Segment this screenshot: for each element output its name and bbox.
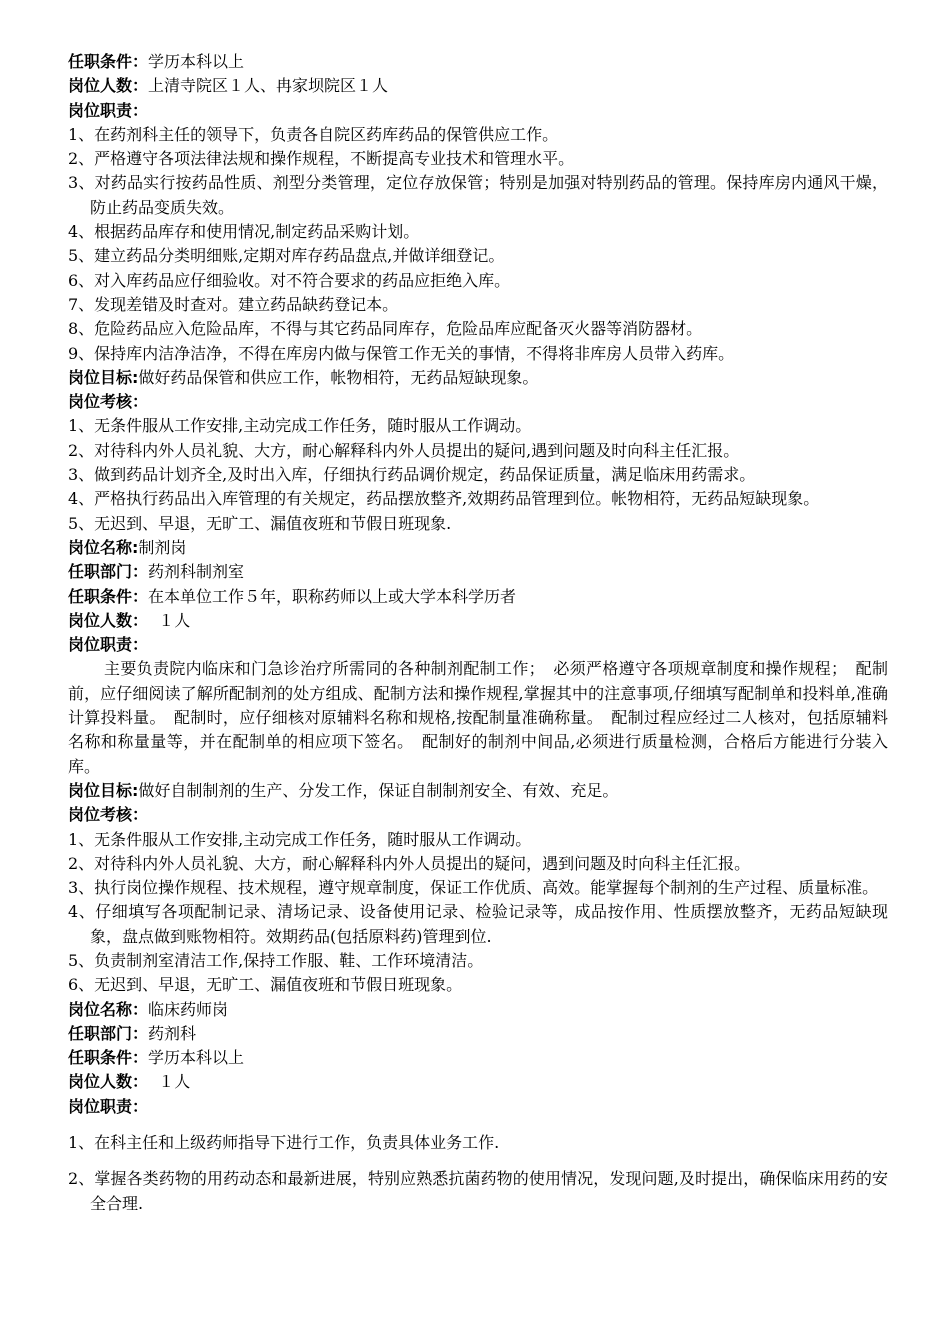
duty-item: 8、危险药品应入危险品库，不得与其它药品同库存，危险品库应配备灭火器等消防器材。: [68, 319, 703, 339]
duty-item: 9、保持库内洁净洁净，不得在库房内做与保管工作无关的事情，不得将非库房人员带入药库。: [68, 343, 735, 363]
duty-item: 4、根据药品库存和使用情况,制定药品采购计划。: [68, 222, 420, 242]
duty-list: [68, 123, 888, 366]
requirement-label: 任职条件：: [68, 586, 149, 606]
duty-item: 7、发现差错及时查对。建立药品缺药登记本。: [68, 294, 399, 314]
requirement-label: 任职条件：: [68, 1048, 149, 1068]
duties-heading: 岗位职责：: [68, 1096, 149, 1116]
position-name-row: [68, 536, 888, 560]
document-page: [68, 50, 888, 1216]
duty-item: 6、对入库药品应仔细验收。对不符合要求的药品应拒绝入库。: [68, 270, 511, 290]
goal-label: 岗位目标:: [68, 367, 139, 387]
requirement-row: [68, 585, 888, 609]
position-name-label: 岗位名称：: [68, 999, 149, 1019]
goal-row: [68, 779, 888, 803]
assessment-item: 3、执行岗位操作规程、技术规程，遵守规章制度，保证工作优质、高效。能掌握每个制剂的生产过程、质量标准。: [68, 878, 879, 898]
duties-paragraph: 主要负责院内临床和门急诊治疗所需同的各种制剂配制工作； 必须严格遵守各项规章制度和操作规程； 配制前，应仔细阅读了解所配制剂的处方组成、配制方法和操作规程,掌握其中的注意事项,仔细填写配制单和投料单,准确计算投料量。 配制时，应仔细核对原辅料名称和规格,按配制量准确称量。 配制过程应经过二人核对，包括原辅料名称和称量量等，并在配制单的相应项下签名。 配制好的制剂中间品,必须进行质量检测，合格后方能进行分装入库。: [68, 659, 888, 776]
department-label: 任职部门：: [68, 1023, 149, 1043]
duty-item: 1、在科主任和上级药师指导下进行工作，负责具体业务工作.: [68, 1133, 500, 1153]
headcount-row: [68, 74, 888, 98]
assessment-item: 2、对待科内外人员礼貌、大方，耐心解释科内外人员提出的疑问,遇到问题及时向科主任汇报。: [68, 440, 740, 460]
assessment-item: 1、无条件服从工作安排,主动完成工作任务，随时服从工作调动。: [68, 416, 532, 436]
requirement-value: 学历本科以上: [148, 1048, 245, 1068]
goal-row: [68, 366, 888, 390]
goal-value: 做好药品保管和供应工作，帐物相符，无药品短缺现象。: [138, 367, 539, 387]
duty-item: 2、严格遵守各项法律法规和操作规程，不断提高专业技术和管理水平。: [68, 149, 575, 169]
requirement-label: 任职条件：: [68, 52, 149, 71]
department-label: 任职部门：: [68, 562, 149, 582]
requirement-value: 学历本科以上: [148, 52, 245, 71]
headcount-label: 岗位人数：: [68, 610, 149, 630]
assessment-item: 4、仔细填写各项配制记录、清场记录、设备使用记录、检验记录等，成品按作用、性质摆放整齐，无药品短缺现象，盘点做到账物相符。效期药品(包括原料药)管理到位.: [68, 902, 888, 946]
goal-value: 做好自制制剂的生产、分发工作，保证自制制剂安全、有效、充足。: [138, 780, 619, 800]
position-name-value: 临床药师岗: [148, 999, 229, 1019]
headcount-value: １人: [158, 1072, 191, 1092]
department-row: [68, 1022, 888, 1046]
duty-item: 5、建立药品分类明细账,定期对库存药品盘点,并做详细登记。: [68, 246, 505, 266]
requirement-row: [68, 1046, 888, 1070]
position-name-label: 岗位名称:: [68, 537, 139, 557]
duties-heading: 岗位职责：: [68, 635, 149, 655]
duty-item: 3、对药品实行按药品性质、剂型分类管理，定位存放保管；特别是加强对特别药品的管理。保持库房内通风干燥，防止药品变质失效。: [68, 173, 888, 217]
department-value: 药剂科: [148, 1023, 197, 1043]
assessment-heading: 岗位考核：: [68, 805, 149, 825]
position-name-value: 制剂岗: [138, 537, 187, 557]
headcount-value: １人: [158, 610, 191, 630]
assessment-item: 6、无迟到、早退，无旷工、漏值夜班和节假日班现象。: [68, 975, 463, 995]
requirement-row: [68, 50, 888, 74]
assessment-heading: 岗位考核：: [68, 392, 149, 412]
assessment-list: [68, 414, 888, 535]
assessment-item: 2、对待科内外人员礼貌、大方，耐心解释科内外人员提出的疑问，遇到问题及时向科主任汇报。: [68, 853, 751, 873]
headcount-label: 岗位人数：: [68, 76, 149, 96]
duty-item: 2、掌握各类药物的用药动态和最新进展，特别应熟悉抗菌药物的使用情况，发现问题,及时提出，确保临床用药的安全合理.: [68, 1169, 888, 1213]
assessment-item: 4、严格执行药品出入库管理的有关规定，药品摆放整齐,效期药品管理到位。帐物相符，无药品短缺现象。: [68, 489, 820, 509]
assessment-item: 1、无条件服从工作安排,主动完成工作任务，随时服从工作调动。: [68, 829, 532, 849]
department-row: [68, 560, 888, 584]
assessment-item: 3、做到药品计划齐全,及时出入库，仔细执行药品调价规定，药品保证质量，满足临床用药需求。: [68, 465, 756, 485]
assessment-list: [68, 828, 888, 998]
goal-label: 岗位目标:: [68, 780, 139, 800]
position-name-row: [68, 998, 888, 1022]
requirement-value: 在本单位工作５年，职称药师以上或大学本科学历者: [148, 586, 517, 606]
headcount-row: [68, 609, 888, 633]
duties-heading: 岗位职责：: [68, 100, 149, 120]
headcount-label: 岗位人数：: [68, 1072, 149, 1092]
duty-item: 1、在药剂科主任的领导下，负责各自院区药库药品的保管供应工作。: [68, 124, 559, 144]
department-value: 药剂科制剂室: [148, 562, 245, 582]
headcount-row: [68, 1070, 888, 1094]
assessment-item: 5、负责制剂室清洁工作,保持工作服、鞋、工作环境清洁。: [68, 950, 484, 970]
assessment-item: 5、无迟到、早退，无旷工、漏值夜班和节假日班现象.: [68, 513, 452, 533]
headcount-value: 上清寺院区１人、冉家坝院区１人: [148, 76, 389, 96]
